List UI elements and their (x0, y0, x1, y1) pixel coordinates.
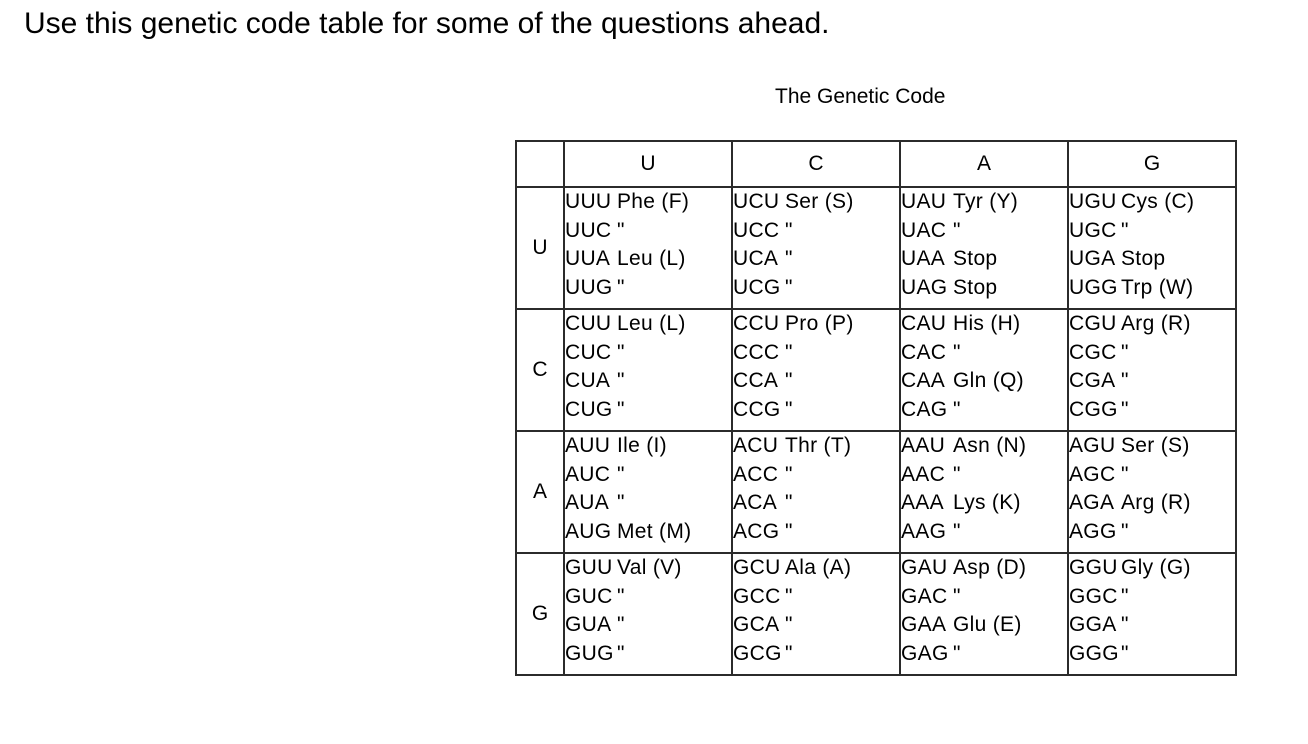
codon: CUC (565, 340, 612, 364)
codon-entry (733, 489, 899, 518)
amino-acid: Arg (R) (1121, 491, 1191, 515)
amino-acid: Val (V) (617, 556, 682, 579)
codon: AUU (565, 434, 611, 457)
codon: CAA (901, 369, 946, 393)
amino-acid: Ser (S) (785, 190, 854, 213)
corner-cell (516, 141, 564, 187)
codon: UUU (565, 190, 612, 213)
codon-entry (901, 518, 1067, 547)
codon-entry (733, 367, 899, 396)
codon-entry (565, 432, 731, 461)
amino-acid: Thr (T) (785, 434, 852, 457)
row-header: G (516, 553, 564, 675)
codon-entry (733, 640, 899, 669)
amino-acid: " (953, 218, 961, 242)
table-row (516, 553, 1236, 675)
codon-entry (901, 432, 1067, 461)
table-row (516, 309, 1236, 431)
codon-entry (733, 554, 899, 583)
codon: GGC (1069, 584, 1118, 608)
codon: AUG (565, 519, 612, 543)
amino-acid: Arg (R) (1121, 312, 1191, 335)
amino-acid: " (617, 397, 625, 421)
table-title: The Genetic Code (775, 85, 946, 108)
amino-acid: Leu (L) (617, 247, 686, 271)
codon-entry (733, 245, 899, 274)
codon-entry (565, 554, 731, 583)
codon: AAC (901, 462, 946, 486)
codon-entry (1069, 611, 1235, 640)
codon: CGG (1069, 397, 1118, 421)
codon-entry (901, 274, 1067, 303)
codon-entry (733, 188, 899, 217)
codon: UCC (733, 218, 780, 242)
codon: CUG (565, 397, 613, 421)
codon-entry (565, 640, 731, 669)
codon-entry (733, 432, 899, 461)
codon: ACC (733, 462, 779, 486)
codon: UAA (901, 247, 946, 271)
codon-cell (564, 309, 732, 431)
amino-acid: " (1121, 462, 1129, 486)
codon-cell (564, 431, 732, 553)
codon-entry (565, 245, 731, 274)
codon-entry (901, 640, 1067, 669)
codon-entry (565, 274, 731, 303)
amino-acid: " (617, 462, 625, 486)
amino-acid: " (1121, 218, 1129, 242)
codon-entry (565, 217, 731, 246)
codon: AGA (1069, 491, 1115, 515)
codon: CUU (565, 312, 612, 335)
codon-entry (901, 554, 1067, 583)
codon: UUA (565, 247, 611, 271)
amino-acid: " (953, 462, 961, 486)
codon-entry (733, 310, 899, 339)
amino-acid: " (1121, 340, 1129, 364)
amino-acid: Stop (953, 247, 998, 271)
table-row (516, 187, 1236, 309)
codon: AUC (565, 462, 611, 486)
amino-acid: " (1121, 519, 1129, 543)
codon-cell (1068, 309, 1236, 431)
codon-entry (733, 339, 899, 368)
amino-acid: Gly (G) (1121, 556, 1191, 579)
amino-acid: " (617, 491, 625, 515)
amino-acid: " (785, 397, 793, 421)
amino-acid: Phe (F) (617, 190, 690, 213)
amino-acid: Asp (D) (953, 556, 1027, 579)
codon-entry (901, 396, 1067, 425)
codon-entry (1069, 396, 1235, 425)
amino-acid: Leu (L) (617, 312, 686, 335)
codon: GAG (901, 641, 949, 665)
amino-acid: Lys (K) (953, 491, 1021, 515)
codon: UAG (901, 275, 948, 299)
amino-acid: " (953, 641, 961, 665)
codon-entry (565, 611, 731, 640)
codon-entry (1069, 583, 1235, 612)
codon: CGU (1069, 312, 1117, 335)
codon: GAU (901, 556, 948, 579)
genetic-code-table (515, 140, 1237, 676)
amino-acid: " (1121, 613, 1129, 637)
codon-entry (565, 339, 731, 368)
codon-cell (900, 553, 1068, 675)
codon-entry (733, 396, 899, 425)
column-header: G (1068, 141, 1236, 187)
codon: AAA (901, 491, 944, 515)
amino-acid: Gln (Q) (953, 369, 1024, 393)
amino-acid: Cys (C) (1121, 190, 1195, 213)
codon-entry (1069, 274, 1235, 303)
amino-acid: " (785, 519, 793, 543)
codon-entry (1069, 245, 1235, 274)
codon: UUC (565, 218, 612, 242)
codon-entry (901, 611, 1067, 640)
codon: CGA (1069, 369, 1116, 393)
amino-acid: " (785, 491, 793, 515)
codon: GAA (901, 613, 947, 637)
codon-entry (565, 518, 731, 547)
codon: CCA (733, 369, 779, 393)
row-header: U (516, 187, 564, 309)
instruction-text: Use this genetic code table for some of the questions ahead. (24, 7, 830, 40)
codon: UGG (1069, 275, 1118, 299)
amino-acid: " (785, 462, 793, 486)
amino-acid: His (H) (953, 312, 1021, 335)
row-header: C (516, 309, 564, 431)
codon: CCC (733, 340, 780, 364)
codon: ACG (733, 519, 780, 543)
amino-acid: " (785, 641, 793, 665)
codon-entry (1069, 339, 1235, 368)
codon: GCU (733, 556, 781, 579)
codon-entry (1069, 188, 1235, 217)
codon-entry (565, 188, 731, 217)
row-header: A (516, 431, 564, 553)
codon-entry (1069, 461, 1235, 490)
column-header: U (564, 141, 732, 187)
codon: GCG (733, 641, 782, 665)
codon: ACA (733, 491, 778, 515)
codon: UCU (733, 190, 780, 213)
codon-entry (733, 518, 899, 547)
codon-entry (565, 310, 731, 339)
amino-acid: Pro (P) (785, 312, 854, 335)
codon: GCC (733, 584, 781, 608)
amino-acid: " (953, 397, 961, 421)
codon-cell (732, 431, 900, 553)
codon: ACU (733, 434, 779, 457)
amino-acid: " (617, 369, 625, 393)
codon-entry (1069, 554, 1235, 583)
codon-entry (565, 396, 731, 425)
codon: GUU (565, 556, 613, 579)
amino-acid: " (617, 584, 625, 608)
codon-cell (732, 309, 900, 431)
codon: UCA (733, 247, 779, 271)
codon-entry (733, 217, 899, 246)
amino-acid: " (1121, 641, 1129, 665)
column-header-row (516, 141, 1236, 187)
codon-cell (900, 431, 1068, 553)
column-header: C (732, 141, 900, 187)
codon-entry (901, 367, 1067, 396)
codon-entry (1069, 432, 1235, 461)
amino-acid: " (1121, 584, 1129, 608)
codon: AGC (1069, 462, 1116, 486)
codon: CAU (901, 312, 947, 335)
codon-entry (733, 583, 899, 612)
amino-acid: " (785, 275, 793, 299)
codon: GUG (565, 641, 614, 665)
codon: UAU (901, 190, 947, 213)
codon-entry (1069, 310, 1235, 339)
amino-acid: Glu (E) (953, 613, 1022, 637)
amino-acid: " (1121, 397, 1129, 421)
codon-entry (733, 611, 899, 640)
amino-acid: Asn (N) (953, 434, 1027, 457)
amino-acid: Met (M) (617, 519, 692, 543)
codon: CAG (901, 397, 948, 421)
amino-acid: " (617, 218, 625, 242)
codon-entry (901, 245, 1067, 274)
codon: GGA (1069, 613, 1117, 637)
codon-entry (901, 217, 1067, 246)
codon-entry (901, 489, 1067, 518)
amino-acid: Tyr (Y) (953, 190, 1019, 213)
amino-acid: " (617, 641, 625, 665)
codon: AUA (565, 491, 610, 515)
codon: AGG (1069, 519, 1117, 543)
codon: CGC (1069, 340, 1117, 364)
amino-acid: Ala (A) (785, 556, 852, 579)
codon: CCG (733, 397, 781, 421)
amino-acid: " (617, 340, 625, 364)
codon-entry (901, 310, 1067, 339)
codon-cell (1068, 431, 1236, 553)
codon: UGA (1069, 247, 1116, 271)
amino-acid: " (1121, 369, 1129, 393)
codon-entry (901, 339, 1067, 368)
codon-cell (564, 553, 732, 675)
table-row (516, 431, 1236, 553)
codon: GGU (1069, 556, 1118, 579)
codon-entry (733, 461, 899, 490)
codon: UAC (901, 218, 947, 242)
amino-acid: " (785, 584, 793, 608)
codon-entry (733, 274, 899, 303)
amino-acid: Ser (S) (1121, 434, 1190, 457)
amino-acid: " (785, 247, 793, 271)
amino-acid: " (953, 340, 961, 364)
amino-acid: Trp (W) (1121, 275, 1194, 299)
codon-entry (565, 489, 731, 518)
codon: UUG (565, 275, 613, 299)
amino-acid: " (785, 369, 793, 393)
codon: GUA (565, 613, 612, 637)
codon: AGU (1069, 434, 1116, 457)
codon: UGU (1069, 190, 1117, 213)
amino-acid: " (953, 519, 961, 543)
amino-acid: Stop (1121, 247, 1166, 271)
codon: CCU (733, 312, 780, 335)
amino-acid: " (617, 275, 625, 299)
codon: GGG (1069, 641, 1119, 665)
codon-cell (732, 187, 900, 309)
codon-cell (900, 187, 1068, 309)
codon-entry (1069, 489, 1235, 518)
codon-entry (565, 461, 731, 490)
codon-cell (732, 553, 900, 675)
amino-acid: " (617, 613, 625, 637)
codon-cell (1068, 187, 1236, 309)
amino-acid: " (785, 613, 793, 637)
codon: UCG (733, 275, 781, 299)
codon-entry (1069, 367, 1235, 396)
codon: CUA (565, 369, 611, 393)
codon-entry (1069, 518, 1235, 547)
table-body (516, 187, 1236, 675)
codon: AAG (901, 519, 947, 543)
codon-entry (1069, 217, 1235, 246)
amino-acid: Ile (I) (617, 434, 667, 457)
codon-entry (1069, 640, 1235, 669)
codon-cell (564, 187, 732, 309)
codon-entry (901, 583, 1067, 612)
codon-cell (900, 309, 1068, 431)
codon-entry (901, 188, 1067, 217)
amino-acid: " (785, 218, 793, 242)
column-header: A (900, 141, 1068, 187)
codon: UGC (1069, 218, 1117, 242)
codon: GAC (901, 584, 948, 608)
codon-entry (901, 461, 1067, 490)
amino-acid: " (785, 340, 793, 364)
codon: CAC (901, 340, 947, 364)
codon-entry (565, 583, 731, 612)
codon-cell (1068, 553, 1236, 675)
codon: AAU (901, 434, 946, 457)
codon-entry (565, 367, 731, 396)
codon: GUC (565, 584, 613, 608)
amino-acid: Stop (953, 275, 998, 299)
codon: GCA (733, 613, 780, 637)
amino-acid: " (953, 584, 961, 608)
